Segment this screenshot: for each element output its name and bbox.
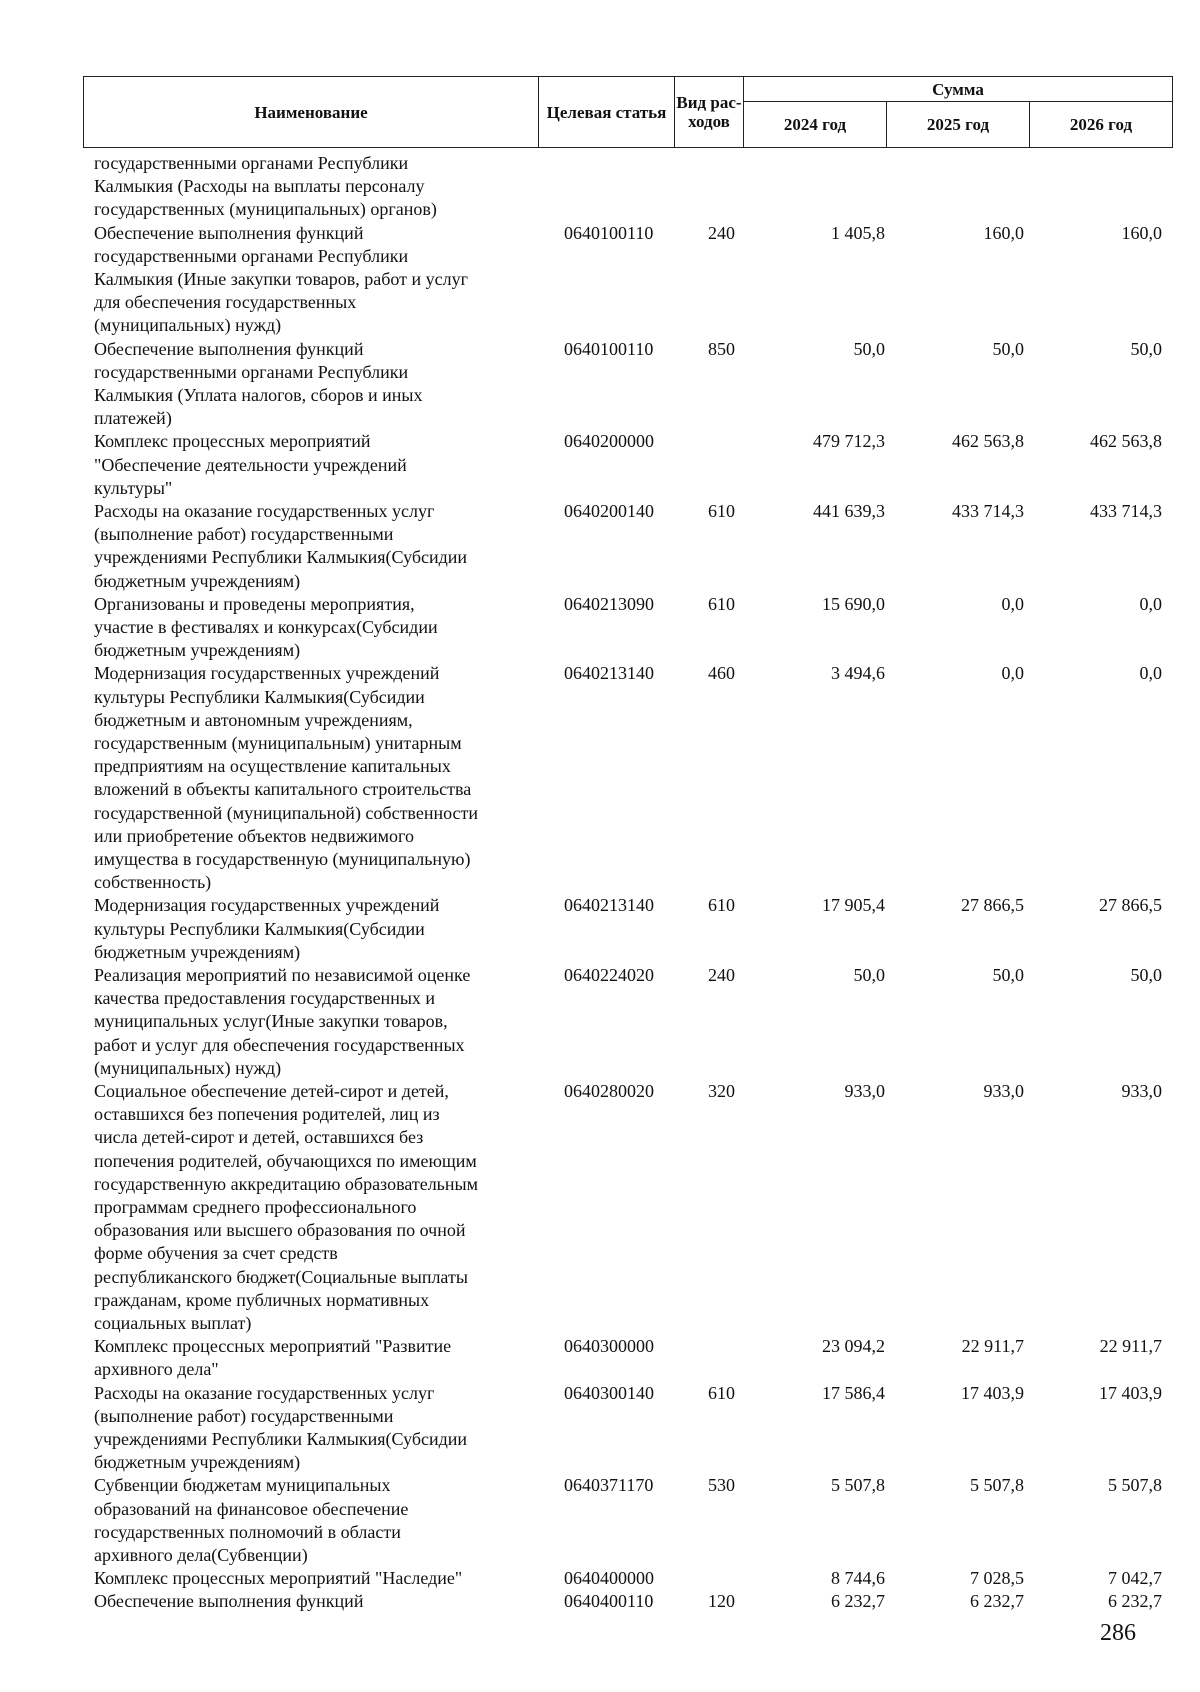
table-body (0, 152, 1200, 1614)
row-sum-2025: 17 403,9 (961, 1382, 1024, 1403)
row-target-code: 0640371170 (564, 1475, 654, 1496)
row-sum-2026: 0,0 (1139, 663, 1162, 684)
row-name: Модернизация государственных учреждений культуры Республики Калмыкия(Субсидии бюджетным и автономным учреждениям, государственным (муниципальным) унитарным предприятиям на осуществление капитальных вложений в объекты капитального строительства государственной (муниципальной) собственности или приобретение объектов недвижимого имущества в государственную (муниципальную) собственность) (94, 663, 479, 893)
row-sum-2025: 50,0 (992, 338, 1024, 359)
table-row (0, 338, 1200, 431)
row-target-code: 0640300000 (564, 1336, 654, 1357)
row-target-code: 0640100110 (564, 338, 654, 359)
table-row (0, 430, 1200, 500)
row-sum-2026: 462 563,8 (1090, 431, 1162, 452)
row-target-code: 0640224020 (564, 964, 654, 985)
row-expense-type: 610 (708, 1382, 735, 1403)
row-target-code: 0640213140 (564, 895, 654, 916)
row-sum-2026: 50,0 (1130, 338, 1162, 359)
row-sum-2025: 6 232,7 (970, 1591, 1024, 1612)
table-header (83, 76, 1173, 148)
table-row (0, 1567, 1200, 1590)
row-sum-2026: 160,0 (1121, 222, 1162, 243)
row-name: Обеспечение выполнения функций государственными органами Республики Калмыкия (Иные закупки товаров, работ и услуг для обеспечения государственных (муниципальных) нужд) (94, 222, 468, 336)
row-expense-type: 240 (708, 964, 735, 985)
row-sum-2025: 0,0 (1001, 663, 1024, 684)
row-expense-type: 120 (708, 1591, 735, 1612)
row-target-code: 0640213140 (564, 663, 654, 684)
row-sum-2026: 6 232,7 (1108, 1591, 1162, 1612)
row-sum-2025: 50,0 (992, 964, 1024, 985)
row-sum-2026: 50,0 (1130, 964, 1162, 985)
row-expense-type: 320 (708, 1080, 735, 1101)
row-target-code: 0640400110 (564, 1591, 654, 1612)
header-2026: 2026 год (1029, 101, 1173, 148)
header-2024: 2024 год (743, 101, 887, 148)
row-sum-2024: 17 586,4 (822, 1382, 885, 1403)
header-2025: 2025 год (886, 101, 1030, 148)
row-name: Комплекс процессных мероприятий "Наследие" (94, 1568, 463, 1589)
row-sum-2026: 22 911,7 (1099, 1336, 1162, 1357)
row-expense-type: 460 (708, 663, 735, 684)
row-sum-2024: 933,0 (844, 1080, 885, 1101)
header-vid: Вид рас-ходов (674, 76, 744, 148)
row-sum-2025: 5 507,8 (970, 1475, 1024, 1496)
row-sum-2025: 0,0 (1001, 593, 1024, 614)
row-sum-2025: 462 563,8 (952, 431, 1024, 452)
row-expense-type: 530 (708, 1475, 735, 1496)
row-sum-2026: 5 507,8 (1108, 1475, 1162, 1496)
row-name: Обеспечение выполнения функций (94, 1591, 364, 1612)
row-sum-2025: 7 028,5 (970, 1568, 1024, 1589)
row-sum-2025: 22 911,7 (961, 1336, 1024, 1357)
row-name: Социальное обеспечение детей-сирот и детей, оставшихся без попечения родителей, лиц из числа детей-сирот и детей, оставшихся без попечения родителей, обучающихся по имеющим государственную аккредитацию образовательным программам среднего профессионального образования или высшего образования по очной форме обучения за счет средств республиканского бюджет(Социальные выплаты гражданам, кроме публичных нормативных социальных выплат) (94, 1080, 479, 1333)
table-row (0, 964, 1200, 1080)
row-name: Комплекс процессных мероприятий "Обеспечение деятельности учреждений культуры" (94, 431, 407, 498)
row-sum-2024: 6 232,7 (831, 1591, 885, 1612)
row-sum-2024: 50,0 (853, 964, 885, 985)
row-sum-2024: 441 639,3 (813, 500, 885, 521)
row-target-code: 0640300140 (564, 1382, 654, 1403)
row-sum-2024: 8 744,6 (831, 1568, 885, 1589)
row-target-code: 0640200000 (564, 431, 654, 452)
row-sum-2024: 1 405,8 (831, 222, 885, 243)
row-name: Организованы и проведены мероприятия, участие в фестивалях и конкурсах(Субсидии бюджетным учреждениям) (94, 593, 438, 661)
table-row (0, 1335, 1200, 1381)
row-target-code: 0640213090 (564, 593, 654, 614)
row-expense-type: 240 (708, 222, 735, 243)
row-name: Расходы на оказание государственных услуг (выполнение работ) государственными учреждениями Республики Калмыкия(Субсидии бюджетным учреждениям) (94, 500, 468, 591)
row-sum-2026: 433 714,3 (1090, 500, 1162, 521)
row-sum-2024: 17 905,4 (822, 895, 885, 916)
table-row (0, 1382, 1200, 1475)
table-row (0, 593, 1200, 663)
row-name: Реализация мероприятий по независимой оценке качества предоставления государственных и муниципальных услуг(Иные закупки товаров, работ и услуг для обеспечения государственных (муниципальных) нужд) (94, 964, 471, 1078)
row-sum-2024: 50,0 (853, 338, 885, 359)
row-sum-2024: 3 494,6 (831, 663, 885, 684)
table-row (0, 500, 1200, 593)
table-row (0, 152, 1200, 222)
header-sum: Сумма (743, 76, 1173, 102)
row-sum-2024: 5 507,8 (831, 1475, 885, 1496)
row-name: Расходы на оказание государственных услуг (выполнение работ) государственными учреждениями Республики Калмыкия(Субсидии бюджетным учреждениям) (94, 1382, 468, 1473)
row-sum-2026: 0,0 (1139, 593, 1162, 614)
row-target-code: 0640280020 (564, 1080, 654, 1101)
row-sum-2026: 933,0 (1121, 1080, 1162, 1101)
row-name: государственными органами Республики Калмыкия (Расходы на выплаты персоналу государственных (муниципальных) органов) (94, 153, 437, 220)
row-target-code: 0640100110 (564, 222, 654, 243)
row-sum-2024: 23 094,2 (822, 1336, 885, 1357)
row-sum-2024: 15 690,0 (822, 593, 885, 614)
row-sum-2025: 933,0 (983, 1080, 1024, 1101)
header-name: Наименование (83, 76, 539, 148)
row-sum-2025: 160,0 (983, 222, 1024, 243)
row-sum-2024: 479 712,3 (813, 431, 885, 452)
row-name: Комплекс процессных мероприятий "Развитие архивного дела" (94, 1336, 452, 1380)
table-row (0, 1474, 1200, 1567)
row-name: Обеспечение выполнения функций государственными органами Республики Калмыкия (Уплата налогов, сборов и иных платежей) (94, 338, 423, 429)
table-row (0, 1590, 1200, 1613)
row-sum-2025: 433 714,3 (952, 500, 1024, 521)
row-sum-2026: 7 042,7 (1108, 1568, 1162, 1589)
page-number: 286 (1100, 1620, 1136, 1646)
table-row (0, 1080, 1200, 1335)
header-target: Целевая статья (538, 76, 675, 148)
row-expense-type: 610 (708, 500, 735, 521)
row-target-code: 0640200140 (564, 500, 654, 521)
row-name: Субвенции бюджетам муниципальных образований на финансовое обеспечение государственных полномочий в области архивного дела(Субвенции) (94, 1475, 409, 1565)
row-sum-2025: 27 866,5 (961, 895, 1024, 916)
row-name: Модернизация государственных учреждений культуры Республики Калмыкия(Субсидии бюджетным учреждениям) (94, 895, 440, 962)
table-row (0, 894, 1200, 964)
table-row (0, 662, 1200, 894)
table-row (0, 222, 1200, 338)
row-expense-type: 610 (708, 593, 735, 614)
row-expense-type: 610 (708, 895, 735, 916)
row-sum-2026: 17 403,9 (1099, 1382, 1162, 1403)
row-target-code: 0640400000 (564, 1568, 654, 1589)
row-sum-2026: 27 866,5 (1099, 895, 1162, 916)
row-expense-type: 850 (708, 338, 735, 359)
